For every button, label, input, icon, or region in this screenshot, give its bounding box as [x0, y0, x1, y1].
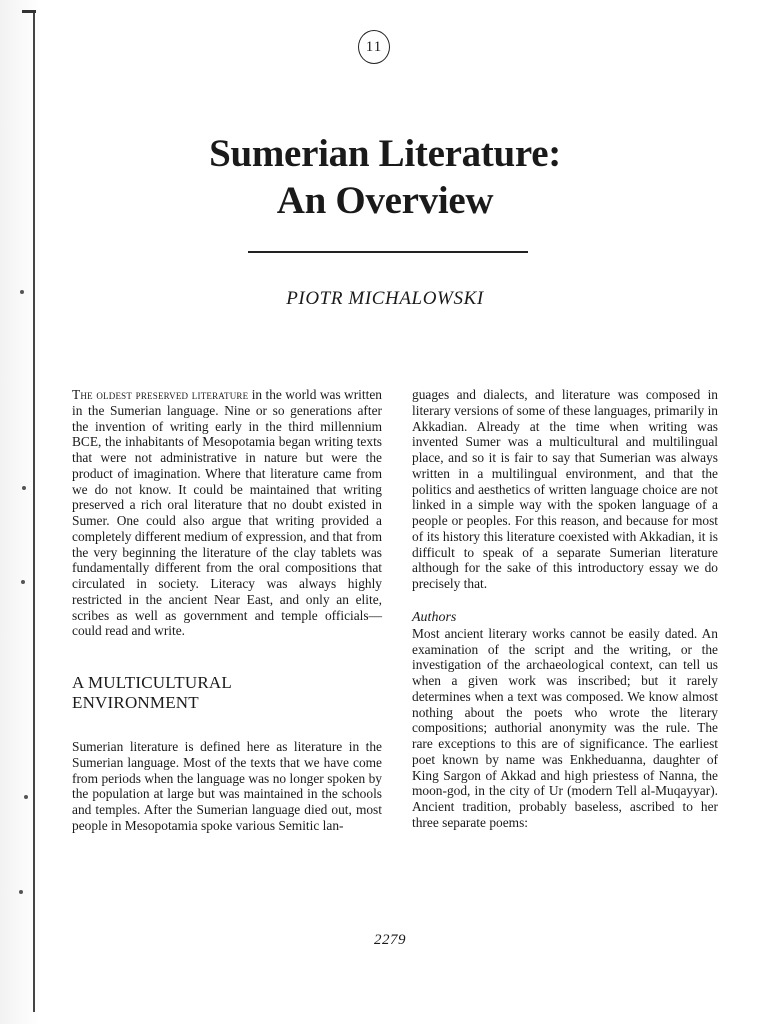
- page-title: [90, 130, 680, 224]
- binding-mark: [20, 290, 24, 294]
- folio-number: 11: [358, 30, 390, 64]
- left-column: [72, 387, 382, 834]
- binding-mark: [21, 580, 25, 584]
- intro-lead: The oldest preserved literature: [72, 387, 249, 402]
- title-line-1: Sumerian Literature:: [209, 132, 561, 175]
- section-heading-multicultural: [72, 673, 382, 713]
- binding-tick: [22, 10, 36, 13]
- section-heading-line-1: A MULTICULTURAL: [72, 673, 232, 692]
- binding-mark: [19, 890, 23, 894]
- title-line-2: An Overview: [276, 179, 494, 222]
- intro-paragraph: [72, 387, 382, 639]
- multicultural-paragraph-start: Sumerian literature is defined here as literature in the Sumerian language. Most of the texts that we have come from periods when the language was no longer spoken by the population at large but was maintained in the schools and temples. After the Sumerian language died out, most people in Mesopotamia spoke various Semitic lan-: [72, 739, 382, 833]
- right-column: [412, 387, 718, 831]
- section-heading-authors: Authors: [412, 609, 457, 625]
- section-heading-line-2: ENVIRONMENT: [72, 693, 199, 712]
- binding-mark: [22, 486, 26, 490]
- author-name: PIOTR MICHALOWSKI: [286, 288, 484, 309]
- authors-paragraph: Most ancient literary works cannot be easily dated. An examination of the script and the writing, or the investigation of the archaeological context, can tell us when a given work was inscribed; but it rarely determines when a text was composed. We know almost nothing about the poets who wrote the literary compositions; authorial anonymity was the rule. The rare exceptions to this are of significance. The earliest poet known by name was Enkheduanna, daughter of King Sargon of Akkad and high priestess of Nanna, the moon-god, in the city of Ur (modern Tell al-Muqayyar). Ancient tradition, probably baseless, ascribed to her three separate poems:: [412, 625, 718, 830]
- page-number: 2279: [374, 932, 406, 948]
- binding-mark: [24, 795, 28, 799]
- binding-line: [33, 12, 35, 1012]
- intro-text: in the world was written in the Sumerian language. Nine or so generations after the invention of writing early in the third millennium BCE, the inhabitants of Mesopotamia began writing texts that were not administrative in nature but were the product of imagination. Where that literature came from we do not know. It could be maintained that writing preserved a rich oral literature that no doubt existed in Sumer. One could also argue that writing provided a completely different medium of expression, and that from the very beginning the literature of the clay tablets was fundamentally different from the oral compositions that circulated in society. Literacy was always highly restricted in the ancient Near East, and only an elite, scribes as well as government and temple officials—could read and write.: [72, 387, 382, 639]
- multicultural-paragraph-end: guages and dialects, and literature was composed in literary versions of some of these languages, primarily in Akkadian. Already at the time when writing was invented Sumer was a multicultural and multilingual place, and so it is fair to say that Sumerian was always written in a multilingual environment, and that the politics and aesthetics of written language choice are not linked in a simple way with the spoken language of a people or peoples. For this reason, and because for most of its history this literature coexisted with Akkadian, it is difficult to speak of a separate Sumerian literature although for the sake of this introductory essay we do precisely that.: [412, 387, 718, 591]
- title-rule: [248, 251, 528, 253]
